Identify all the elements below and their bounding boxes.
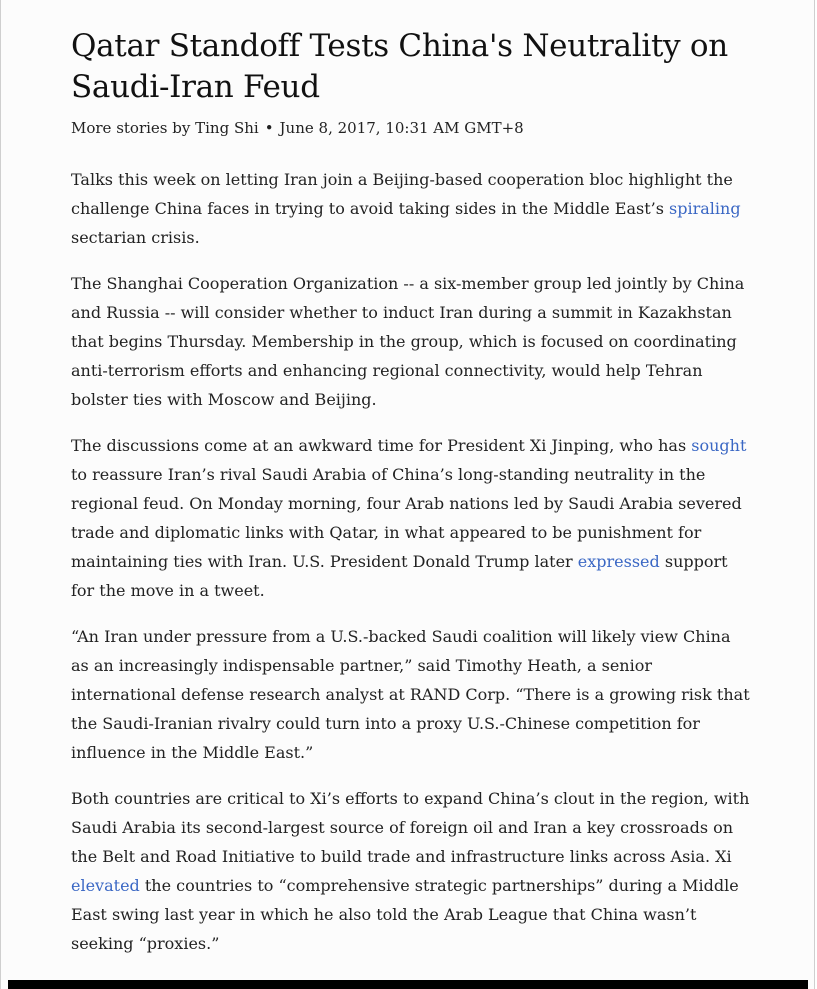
paragraph-text: to reassure Iran’s rival Saudi Arabia of China’s long-standing neutrality in the regional feud. On Monday morning, four Arab nations led by Saudi Arabia severed trade and diplomatic links with Qatar, in what appeared to be punishment for maintaining ties with Iran. U.S. President Donald Trump later [71, 465, 742, 571]
paragraph-text: Both countries are critical to Xi’s efforts to expand China’s clout in the region, with Saudi Arabia its second-largest source of foreign oil and Iran a key crossroads on the Belt and Road Initiative to build trade and infrastructure links across Asia. Xi [71, 789, 750, 866]
paragraph-text: support for the move in a tweet. [71, 552, 728, 600]
paragraph-text: The discussions come at an awkward time for President Xi Jinping, who has [71, 436, 692, 455]
link-spiraling[interactable]: spiraling [669, 199, 741, 218]
paragraph-text: the countries to “comprehensive strategic partnerships” during a Middle East swing last year in which he also told the Arab League that China wasn’t seeking “proxies.” [71, 876, 739, 953]
bottom-divider-bar [8, 980, 808, 989]
paragraph-2: The Shanghai Cooperation Organization -- a six-member group led jointly by China and Russia -- will consider whether to induct Iran during a summit in Kazakhstan that begins Thursday. Membership in the group, which is focused on coordinating anti-terrorism efforts and enhancing regional connectivity, would help Tehran bolster ties with Moscow and Beijing. [71, 274, 745, 409]
publish-date: June 8, 2017, 10:31 AM GMT+8 [279, 119, 524, 137]
article-title: Qatar Standoff Tests China's Neutrality on Saudi-Iran Feud [71, 28, 728, 105]
article-body [71, 165, 751, 958]
paragraph-1 [71, 165, 751, 252]
paragraph-text: sectarian crisis. [71, 228, 200, 247]
byline [71, 118, 751, 138]
link-expressed[interactable]: expressed [577, 552, 660, 571]
byline-separator: • [264, 119, 274, 137]
article [71, 26, 751, 975]
paragraph-4: “An Iran under pressure from a U.S.-backed Saudi coalition will likely view China as an increasingly indispensable partner,” said Timothy Heath, a senior international defense research analyst at RAND Corp. “There is a growing risk that the Saudi-Iranian rivalry could turn into a proxy U.S.-Chinese competition for influence in the Middle East.” [71, 627, 750, 762]
paragraph-text: Talks this week on letting Iran join a Beijing-based cooperation bloc highlight the challenge China faces in trying to avoid taking sides in the Middle East’s [71, 170, 733, 218]
paragraph-5 [71, 784, 751, 958]
author-link[interactable]: More stories by Ting Shi [71, 119, 259, 137]
link-elevated[interactable]: elevated [71, 876, 140, 895]
link-sought[interactable]: sought [691, 436, 747, 455]
paragraph-3 [71, 431, 751, 605]
